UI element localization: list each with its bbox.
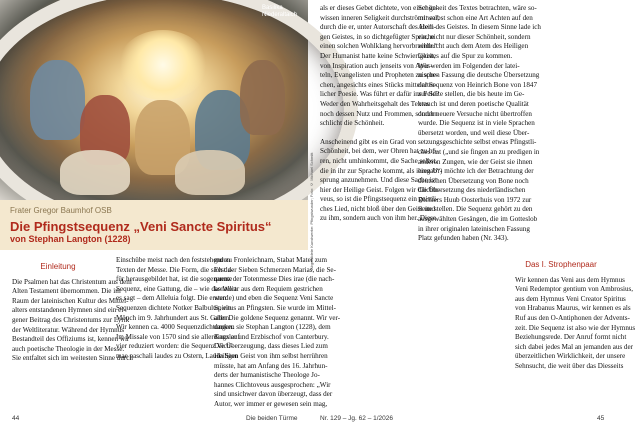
article-subtitle: von Stephan Langton (1228) bbox=[10, 234, 131, 244]
text-line: Wir kennen ca. 4000 Sequenzdichtungen. bbox=[116, 323, 234, 332]
publication-name: Die beiden Türme bbox=[246, 415, 298, 422]
text-line: zur Seite stellen, die bis heute im Ge- bbox=[418, 90, 525, 99]
text-line: die Übersetzung des niederländischen bbox=[418, 186, 526, 195]
text-line: sich dabei jedes Mal an jemanden aus der bbox=[515, 342, 633, 351]
fresco-figure bbox=[175, 150, 245, 195]
text-line: der Weltliteratur. Während der Hymnus bbox=[12, 325, 125, 334]
text-column-3 bbox=[320, 4, 443, 224]
text-line: Schönheit des Textes betrachten, wäre so- bbox=[418, 4, 537, 12]
text-line: gur zu Fronleichnam, Stabat Mater zum bbox=[214, 256, 328, 264]
text-line: Dichters Huub Oosterhuis von 1972 zur bbox=[418, 195, 532, 204]
text-line: Die Psalmen hat das Christentum aus dem bbox=[12, 277, 132, 286]
text-line: brauch ist und deren poetische Qualität bbox=[418, 99, 529, 108]
text-line: Alten Testament übernommen. Die im bbox=[12, 287, 121, 296]
text-line: gen Geistes, in so dichtgefügter Sprache bbox=[320, 32, 435, 41]
text-line: es sagt – dem Alleluia folgt. Die ersten bbox=[116, 294, 227, 303]
text-line: von Inspiration auch jenseits von Apos- bbox=[320, 61, 433, 70]
text-line: eingab“) möchte ich der Betrachtung der bbox=[418, 167, 534, 176]
text-line: Schönheit, bei dem, wer Ohren hat zu hö- bbox=[320, 147, 439, 156]
text-line: veus, so ist die Pfingstsequenz ein geistli- bbox=[320, 195, 439, 204]
text-line: Weder den Wahrheitsgehalt des Textes bbox=[320, 99, 430, 108]
text-line: Raum der lateinischen Kultur des Mittel- bbox=[12, 296, 129, 305]
text-line: mae paschali laudes zu Ostern, Lauda Sion bbox=[116, 351, 238, 360]
text-line: ein, nicht nur dieser Schönheit, sondern bbox=[418, 32, 531, 41]
text-line: auch poetische Theologie in der Messe. bbox=[12, 344, 125, 353]
text-line: derts der humanistische Theologe Jo- bbox=[214, 371, 320, 380]
text-line: chen, angesichts eines Stücks mittelalter- bbox=[320, 80, 437, 89]
text-line: ches Lied, nicht bloß über den Geist und bbox=[320, 204, 436, 213]
text-line: Ruf aus den O-Antiphonen der Advents- bbox=[515, 313, 630, 322]
text-line: Sequenzen dichtete Notker Balbulus, ein bbox=[116, 303, 232, 312]
section-heading-first-strophe-pair: Das I. Strophenpaar bbox=[525, 260, 597, 269]
text-line: vier reduziert worden: die Sequenz Victi- bbox=[116, 342, 234, 351]
section-heading-introduction: Einleitung bbox=[40, 262, 76, 271]
column-body bbox=[12, 277, 133, 364]
text-line: alters entstandenen Hymnen sind ein ei- bbox=[12, 306, 126, 315]
image-caption: Basilika Niederaltaich bbox=[262, 5, 298, 18]
text-line: noch dessen Nutz und Frommen, sondern bbox=[320, 109, 438, 118]
text-line: sind unsichwer davon überzeugt, dass der bbox=[214, 390, 333, 399]
text-line: konziliar aus dem Requiem gestrichen bbox=[214, 284, 323, 293]
text-line: Heiligen Geist von ihm selbst herrühren bbox=[214, 351, 328, 360]
text-line: Kanzler und Erzbischof von Canterbury. bbox=[214, 332, 329, 341]
text-line: ches hat („und sie fingen an zu predigen in bbox=[418, 147, 540, 156]
text-line: hier der Heilige Geist. Folgen wir Clichto- bbox=[320, 185, 441, 194]
text-line: Sehnsucht, die weit über das Diesseits bbox=[515, 361, 624, 370]
text-line: nischen Fassung die deutsche Übersetzung bbox=[418, 71, 540, 80]
text-line: Die Überzeugung, dass dieses Lied zum bbox=[214, 342, 328, 351]
text-line: ausgewählten Gesängen, die im Gotteslob bbox=[418, 215, 538, 224]
text-line: aus dem Hymnus Veni Creator Spiritus bbox=[515, 294, 626, 303]
text-line: Der Humanist hatte keine Schwierigkeit, bbox=[320, 51, 436, 60]
text-line: durch die er, unter Autorschaft des Heili- bbox=[320, 23, 437, 32]
text-line: quenz der Totenmesse Dies irae (die nach- bbox=[214, 275, 335, 284]
text-line: Im Missale von 1570 sind sie allerdings auf bbox=[116, 332, 240, 341]
text-line: übersetzt worden, und weil diese Über- bbox=[418, 128, 530, 137]
text-line: schlicht die Schönheit. bbox=[320, 119, 385, 128]
text-line: wurde) und eben die Sequenz Veni Sancte bbox=[214, 294, 334, 303]
text-line: Wir werden im Folgenden der latei- bbox=[418, 61, 520, 70]
text-line: deutschen Übersetzung von Bone noch bbox=[418, 176, 529, 185]
text-line: Einschübe meist nach den feststehenden bbox=[116, 256, 231, 264]
text-line: als er dieses Gebet dichtete, von einer ge- bbox=[320, 4, 439, 12]
text-line: Geistes auf die Spur zu kommen. bbox=[418, 51, 513, 60]
text-line: Veni Redemptor gentium von Ambrosius, bbox=[515, 285, 634, 294]
text-line: müsste, hat am Anfang des 16. Jahrhun- bbox=[214, 361, 328, 370]
text-line: Beziehungsrede. Der Anruf formt nicht bbox=[515, 333, 627, 342]
photo-credit: Abgebildete Kunstwerke: Pfingstwunder; Foto: © Michael Schmitt bbox=[309, 152, 314, 270]
text-line: Texten der Messe. Die Form, die sich da- bbox=[116, 265, 234, 274]
text-line: von Hrabanus Maurus, wir kennen es als bbox=[515, 304, 631, 313]
text-line: durch neuere Versuche nicht übertroffen bbox=[418, 109, 532, 118]
text-line: Spiritus an Pfingsten. Sie wurde im Mittel- bbox=[214, 303, 336, 312]
text-line: Autor, wer immer er gewesen sein mag, bbox=[214, 399, 328, 408]
text-line: zu ihm, sondern auch von ihm her. Diese bbox=[320, 214, 437, 223]
text-line: Fest der Sieben Schmerzen Marias, die Se- bbox=[214, 265, 336, 274]
page-number-left: 44 bbox=[12, 415, 20, 422]
text-line: Sequenz, eine Gattung, die – wie das Wort bbox=[116, 284, 237, 293]
text-line: teln, Evangelisten und Propheten zu spre- bbox=[320, 71, 439, 80]
text-line: zeit. Die Sequenz ist also wie der Hymnus bbox=[515, 323, 635, 332]
text-line: alter Die goldene Sequenz genannt. Wir ver- bbox=[214, 313, 341, 322]
text-line: Wir kennen das Veni aus dem Hymnus bbox=[515, 275, 625, 284]
text-line: licher Poesie. Was führt er dafür ins Feld? bbox=[320, 90, 440, 99]
text-line: anderen Zungen, wie der Geist sie ihnen bbox=[418, 157, 533, 166]
text-line: der Sequenz von Heinrich Bone von 1847 bbox=[418, 80, 537, 89]
text-line: gener Beitrag des Christentums zur Lyrik bbox=[12, 315, 130, 324]
article-author: Frater Gregor Baumhof OSB bbox=[10, 206, 112, 215]
text-line: für herausgebildet hat, ist die sogenannte bbox=[116, 275, 233, 284]
text-column-2 bbox=[116, 256, 240, 362]
fresco-image bbox=[0, 0, 308, 200]
issue-info: Nr. 129 – Jg. 62 – 1/2026 bbox=[320, 415, 393, 422]
page-number-right: 45 bbox=[597, 415, 605, 422]
text-line: Bestandteil des Offiziums ist, kennen wir bbox=[12, 335, 130, 344]
text-column-1 bbox=[12, 262, 133, 364]
text-column-6 bbox=[515, 260, 635, 372]
fresco-figure bbox=[60, 150, 130, 195]
text-line: Seite stellen. Die Sequenz gehört zu den bbox=[418, 205, 533, 214]
text-line: die in ihr zur Sprache kommt, als ihren Ur- bbox=[320, 166, 443, 175]
text-line: Sie entfaltet sich im weitesten Sinne durch bbox=[12, 354, 133, 363]
text-line: Atem des Geistes. In diesem Sinne lade ich bbox=[418, 23, 541, 32]
text-column-left-3 bbox=[214, 256, 341, 410]
text-line: mit selbst schon eine Art Achten auf den bbox=[418, 13, 533, 22]
text-line: überzeitlichen Wirklichkeit, der unsere bbox=[515, 352, 626, 361]
text-line: ren, nicht umhinkommt, die Sache selbst, bbox=[320, 156, 438, 165]
text-line: Mönch im 9. Jahrhundert aus St. Gallen. bbox=[116, 313, 231, 322]
text-line: einen solchen Wohlklang hervorbrachte.“ bbox=[320, 42, 438, 51]
text-line: setzungsgeschichte selbst etwas Pfingstli- bbox=[418, 138, 537, 147]
text-column-5 bbox=[418, 4, 541, 244]
text-line: sprung anzunehmen. Und diese Sache ist bbox=[320, 176, 437, 185]
text-line: Anscheinend gibt es ein Grad von bbox=[320, 137, 417, 146]
text-line: danken sie Stephan Langton (1228), dem bbox=[214, 323, 331, 332]
article-title: Die Pfingstsequenz „Veni Sancte Spiritus“ bbox=[10, 219, 272, 234]
text-line: wurde. Die Sequenz ist in viele Sprachen bbox=[418, 119, 535, 128]
text-line: Platz gefunden haben (Nr. 343). bbox=[418, 234, 509, 243]
holy-spirit-glow bbox=[118, 30, 208, 100]
text-line: wissen inneren Seligkeit durchströmt war, bbox=[320, 13, 440, 22]
text-line: in ihrer originalen lateinischen Fassung bbox=[418, 224, 530, 233]
text-line: hannes Clichtoveus ausgesprochen: „Wir bbox=[214, 380, 331, 389]
text-line: vielleicht auch dem Atem des Heiligen bbox=[418, 42, 529, 51]
fresco-figure bbox=[240, 60, 285, 135]
fresco-figure bbox=[30, 60, 85, 140]
